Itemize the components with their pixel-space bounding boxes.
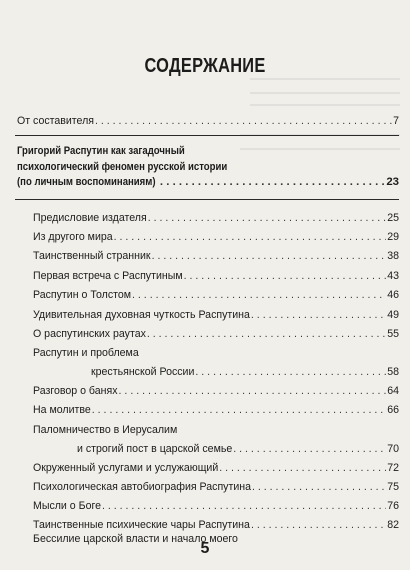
toc-entry-label-line: и строгий пост в царской семье: [77, 443, 233, 455]
leader-dots: [251, 309, 386, 322]
leader-dots: [252, 481, 386, 494]
toc-entry-label: Мысли о Боге: [33, 500, 101, 512]
page-number: 5: [200, 540, 210, 557]
toc-entry-label: Разговор о банях: [33, 385, 118, 397]
toc-entry-label: От составителя: [17, 115, 95, 127]
toc-entry-label-line: Распутин и проблема: [33, 347, 139, 359]
leader-dots: [95, 115, 392, 128]
toc-entry-page: 72: [387, 462, 399, 474]
leader-dots: [132, 289, 386, 302]
toc-entry-label: На молитве: [33, 404, 91, 416]
toc-entry: [33, 212, 399, 225]
toc-entry: [33, 270, 399, 283]
part-heading-page: 23: [386, 176, 399, 188]
toc-entry: [33, 231, 399, 244]
toc-entry: [17, 115, 399, 128]
toc-entry-page: 64: [387, 385, 399, 397]
toc-entry-label-line: крестьянской России: [91, 366, 195, 378]
toc-entry: [33, 500, 399, 513]
toc-entry-page: 43: [387, 270, 399, 282]
toc-entry-label: Психологическая автобиография Распутина: [33, 481, 251, 493]
toc-entry-page: 66: [387, 404, 399, 416]
part-heading-line: психологический феномен русской истории: [17, 161, 228, 173]
show-through-mark: [250, 104, 400, 106]
toc-entry: [33, 404, 399, 417]
toc-entry-page: 29: [387, 231, 399, 243]
toc-entry-page: 58: [387, 366, 399, 378]
toc-entry-label-line: Паломничество в Иерусалим: [33, 424, 178, 436]
leader-dots: [148, 212, 386, 225]
toc-entry: [33, 385, 399, 398]
leader-dots: [147, 328, 386, 341]
toc-entry-label: О распутинских раутах: [33, 328, 146, 340]
leader-dots: [219, 462, 386, 475]
toc-entry: [33, 462, 399, 475]
leader-dots: [102, 500, 386, 513]
toc-entry-page: 76: [387, 500, 399, 512]
toc-entry-page: 55: [387, 328, 399, 340]
leader-dots: [152, 250, 387, 263]
toc-entry: [91, 366, 399, 379]
toc-entry-page: 49: [387, 309, 399, 321]
leader-dots: [184, 270, 387, 283]
page-title: СОДЕРЖАНИЕ: [144, 55, 266, 77]
toc-entry-page: 46: [387, 289, 399, 301]
part-heading-line: Григорий Распутин как загадочный: [17, 145, 185, 157]
leader-dots: [160, 176, 385, 189]
toc-entry: [33, 250, 399, 263]
toc-entry-label: Предисловие издателя: [33, 212, 147, 224]
part-heading-line: (по личным воспоминаниям): [17, 176, 156, 188]
leader-dots: [195, 366, 386, 379]
part-heading-entry: [17, 176, 399, 189]
leader-dots: [114, 231, 387, 244]
toc-entry: [33, 328, 399, 341]
toc-entry: [33, 519, 399, 532]
leader-dots: [119, 385, 387, 398]
section-divider: [15, 199, 399, 200]
toc-entry-label-line: Бессилие царской власти и начало моего: [33, 533, 238, 545]
toc-entry-label: Таинственный странник: [33, 250, 151, 262]
section-divider: [15, 135, 399, 136]
show-through-mark: [250, 78, 400, 80]
toc-entry: [33, 481, 399, 494]
toc-entry-page: 82: [387, 519, 399, 531]
toc-entry-label: Окруженный услугами и услужающий: [33, 462, 219, 474]
toc-entry: [33, 309, 399, 322]
leader-dots: [251, 519, 386, 532]
toc-entry-label: Распутин о Толстом: [33, 289, 132, 301]
toc-entry-label: Таинственные психические чары Распутина: [33, 519, 250, 531]
toc-entry-page: 25: [387, 212, 399, 224]
show-through-mark: [250, 92, 400, 94]
leader-dots: [92, 404, 386, 417]
leader-dots: [233, 443, 386, 456]
toc-entry-page: 38: [387, 250, 399, 262]
toc-entry-page: 70: [387, 443, 399, 455]
toc-entry-label: Удивительная духовная чуткость Распутина: [33, 309, 250, 321]
show-through-mark: [240, 148, 400, 150]
toc-entry-page: 75: [387, 481, 399, 493]
toc-entry-page: 7: [393, 115, 399, 127]
toc-entry-label: Первая встреча с Распутиным: [33, 270, 183, 282]
toc-entry-label: Из другого мира: [33, 231, 113, 243]
toc-entry: [77, 443, 399, 456]
toc-entry: [33, 289, 399, 302]
